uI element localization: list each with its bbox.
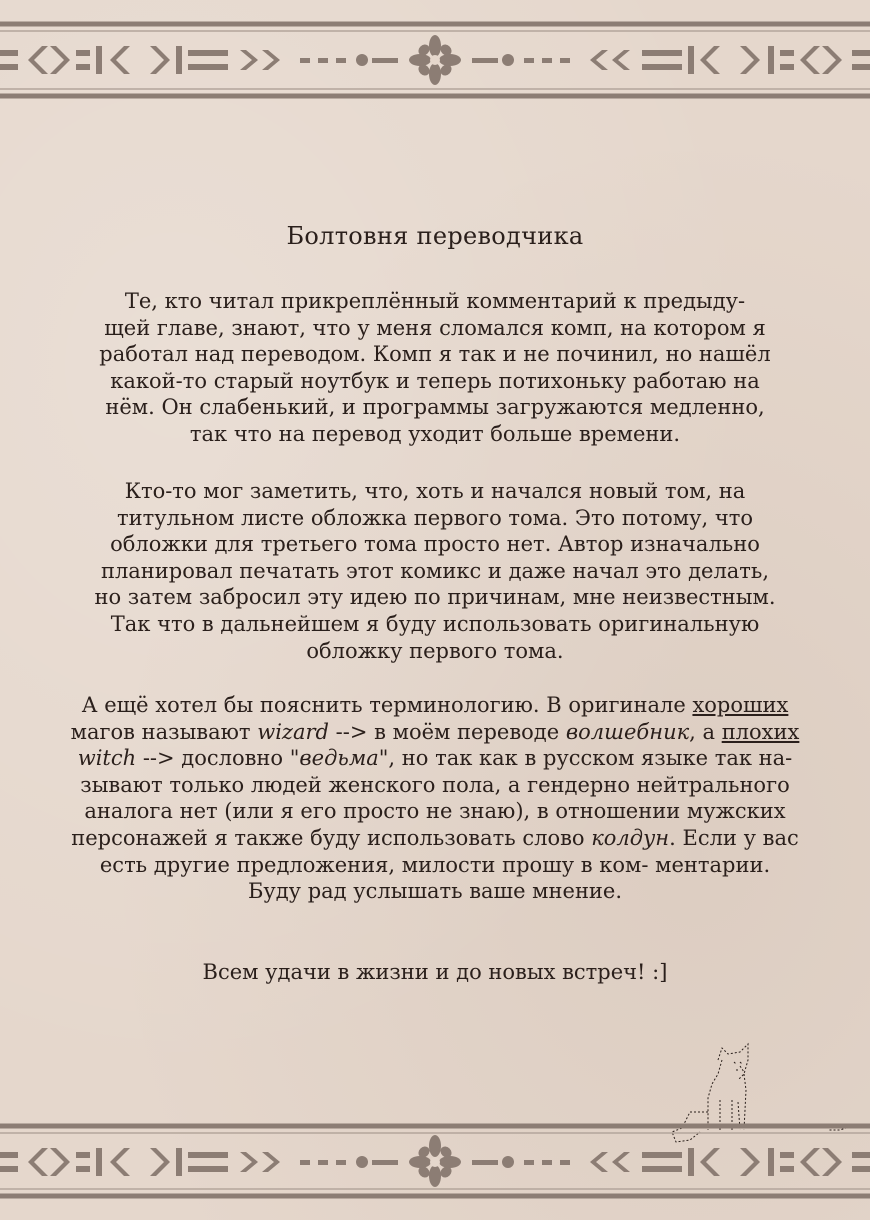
text-line: обложку первого тома. [306,638,564,663]
text-span: --> в моём переводе [329,719,566,744]
ornament-band-icon [0,1112,870,1200]
text-line: титульном листе обложка первого тома. Это потому, что [117,505,753,530]
text-line: какой-то старый ноутбук и теперь потихоньку работаю на [110,368,760,393]
text-span: персонажей я также буду использовать слово [71,825,592,850]
text-line: но затем забросил эту идею по причинам, мне неизвестным. [94,585,776,610]
italic-term: колдун [591,825,670,850]
text-line: обложки для третьего тома просто нет. Автор изначально [110,532,760,557]
text-span: , а [689,719,722,744]
italic-term: wizard [257,719,329,744]
top-ornament-border [0,16,870,104]
italic-term: ведьма [299,746,379,771]
text-line: щей главе, знают, что у меня сломался комп, на котором я [104,315,766,340]
flower-ornament-icon [409,35,461,85]
closing-line: Всем удачи в жизни и до новых встреч! :] [202,960,668,984]
italic-term: волшебник [565,719,690,744]
text-line: аналога нет (или я его просто не знаю), в отношении мужских [84,799,786,824]
text-span: --> дословно " [136,746,300,771]
text-line: Кто-то мог заметить, что, хоть и начался новый том, на [124,479,746,503]
text-line: зывают только людей женского пола, а гендерно нейтрального [80,772,790,797]
text-line [60,692,810,719]
text-line: Те, кто читал прикреплённый комментарий к предыду- [124,289,746,313]
paragraph-3 [60,692,810,905]
text-line: Так что в дальнейшем я буду использовать оригинальную [110,611,760,636]
paragraph-2 [60,478,810,664]
text-line: Буду рад услышать ваше мнение. [247,879,623,904]
italic-term: witch [77,746,137,771]
text-line: нём. Он слабенький, и программы загружаются медленно, [105,395,765,420]
text-line: работал над переводом. Комп я так и не починил, но нашёл [99,342,771,367]
text-line [60,719,810,746]
ornament-band-icon [0,16,870,104]
paragraph-1 [60,288,810,448]
underlined-term: хороших [692,693,789,717]
text-span: ", но так как в русском языке так на- [378,746,793,771]
text-line: планировал печатать этот комикс и даже начал это делать, [100,558,770,583]
underlined-term: плохих [721,719,800,744]
text-span: А ещё хотел бы пояснить терминологию. В оригинале [81,693,693,717]
text-line [60,825,810,852]
text-span: . Если у вас [669,825,799,850]
text-line [60,745,810,772]
text-line: есть другие предложения, милости прошу в ком- ментарии. [99,852,771,877]
text-line: так что на перевод уходит больше времени. [189,421,681,446]
text-span: магов называют [70,719,258,744]
bottom-ornament-border [0,1112,870,1200]
flower-ornament-icon [409,1135,461,1187]
page-title: Болтовня переводчика [286,222,584,250]
